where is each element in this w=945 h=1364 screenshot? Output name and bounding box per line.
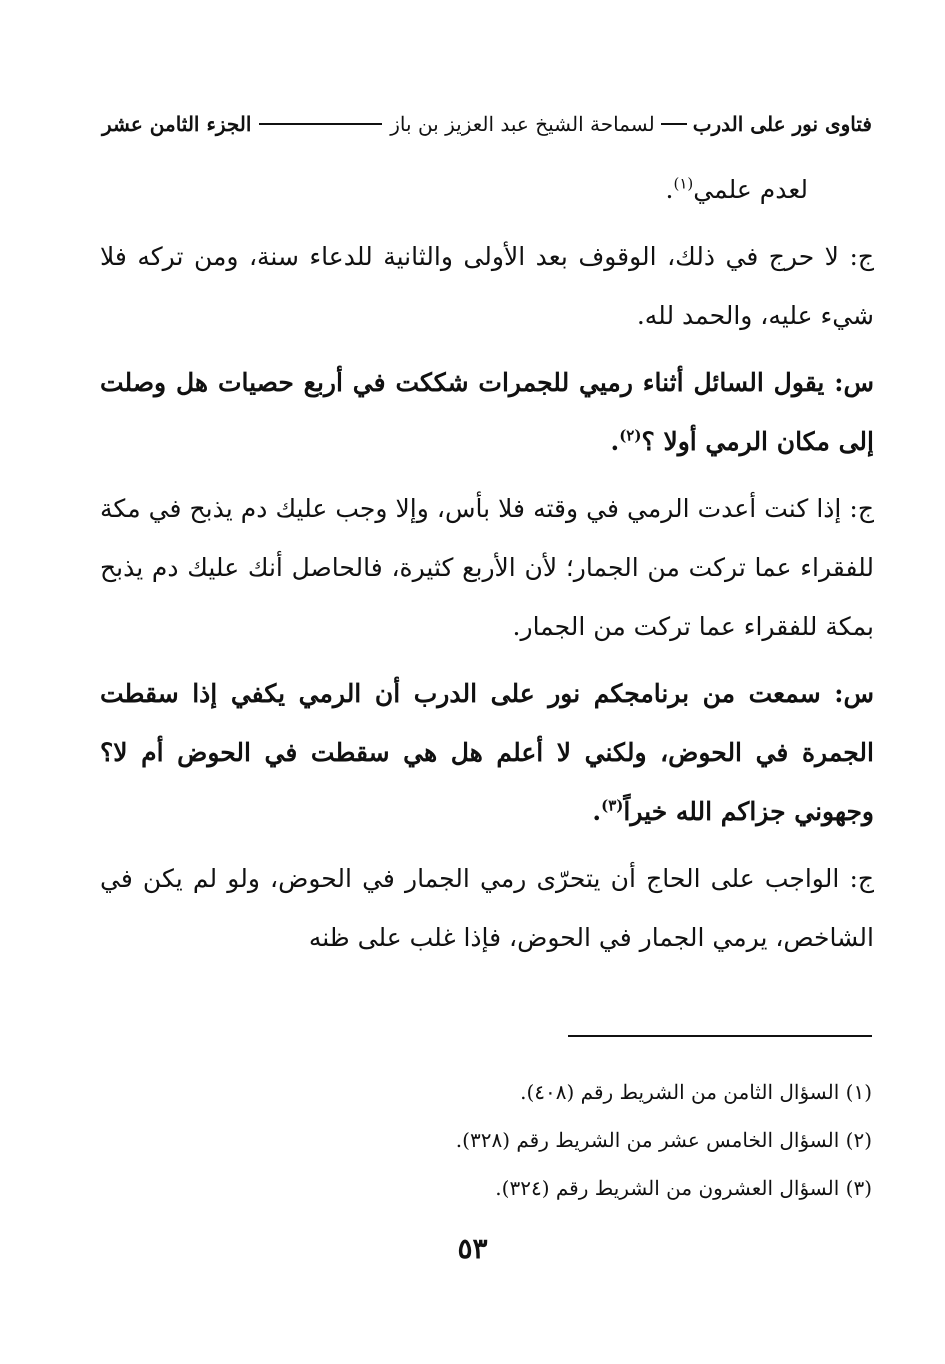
continuation-text: لعدم علمي — [693, 175, 808, 204]
sentence-end: . — [665, 175, 674, 204]
answer-text: لا حرج في ذلك، الوقوف بعد الأولى والثانية للدعاء سنة، ومن تركه فلا شيء عليه، والحمد لله. — [100, 242, 874, 330]
header-author: لسماحة الشيخ عبد العزيز بن باز — [390, 112, 655, 136]
footnotes — [100, 1068, 872, 1212]
sentence-end: . — [610, 427, 620, 456]
answer-text: الواجب على الحاج أن يتحرّى رمي الجمار في الحوض، ولو لم يكن في الشاخص، يرمي الجمار في الحوض، فإذا غلب على ظنه — [100, 864, 874, 952]
question-paragraph — [100, 664, 874, 841]
footnote-item: (٢) السؤال الخامس عشر من الشريط رقم (٣٢٨). — [455, 1128, 872, 1152]
footnote-ref: (١) — [673, 174, 694, 193]
footnote-item: (١) السؤال الثامن من الشريط رقم (٤٠٨). — [520, 1080, 872, 1104]
question-text: يقول السائل أثناء رميي للجمرات شككت في أربع حصيات هل وصلت إلى مكان الرمي أولا ؟ — [100, 368, 874, 456]
footnote-item: (٣) السؤال العشرون من الشريط رقم (٣٢٤). — [495, 1176, 872, 1200]
answer-label: ج: — [849, 864, 874, 893]
answer-paragraph — [100, 479, 874, 656]
question-paragraph — [100, 353, 874, 471]
footnote-separator — [568, 1035, 872, 1037]
answer-paragraph — [100, 849, 874, 967]
continuation-paragraph — [100, 160, 874, 219]
header-book-title: فتاوى نور على الدرب — [692, 112, 872, 136]
page-number: ٥٣ — [457, 1232, 488, 1265]
answer-label: ج: — [849, 242, 875, 271]
header-rule — [259, 123, 382, 125]
question-label: س: — [834, 679, 874, 708]
header-dash — [661, 123, 687, 125]
main-text — [100, 160, 874, 967]
question-text: سمعت من برنامجكم نور على الدرب أن الرمي يكفي إذا سقطت الجمرة في الحوض، ولكني لا أعلم هل هي سقطت في الحوض أم لا؟ وجهوني جزاكم الله خيراً — [100, 679, 874, 826]
running-header — [102, 104, 872, 144]
answer-label: ج: — [849, 494, 874, 523]
answer-paragraph — [100, 227, 874, 345]
answer-text: إذا كنت أعدت الرمي في وقته فلا بأس، وإلا وجب عليك دم يذبح في مكة للفقراء عما تركت من الجمار؛ لأن الأربع كثيرة، فالحاصل أنك عليك دم يذبح بمكة للفقراء عما تركت من الجمار. — [100, 494, 874, 641]
header-volume: الجزء الثامن عشر — [102, 112, 252, 136]
sentence-end: . — [592, 797, 602, 826]
footnote-ref: (٢) — [619, 426, 642, 445]
question-label: س: — [834, 368, 874, 397]
footnote-ref: (٣) — [601, 796, 624, 815]
